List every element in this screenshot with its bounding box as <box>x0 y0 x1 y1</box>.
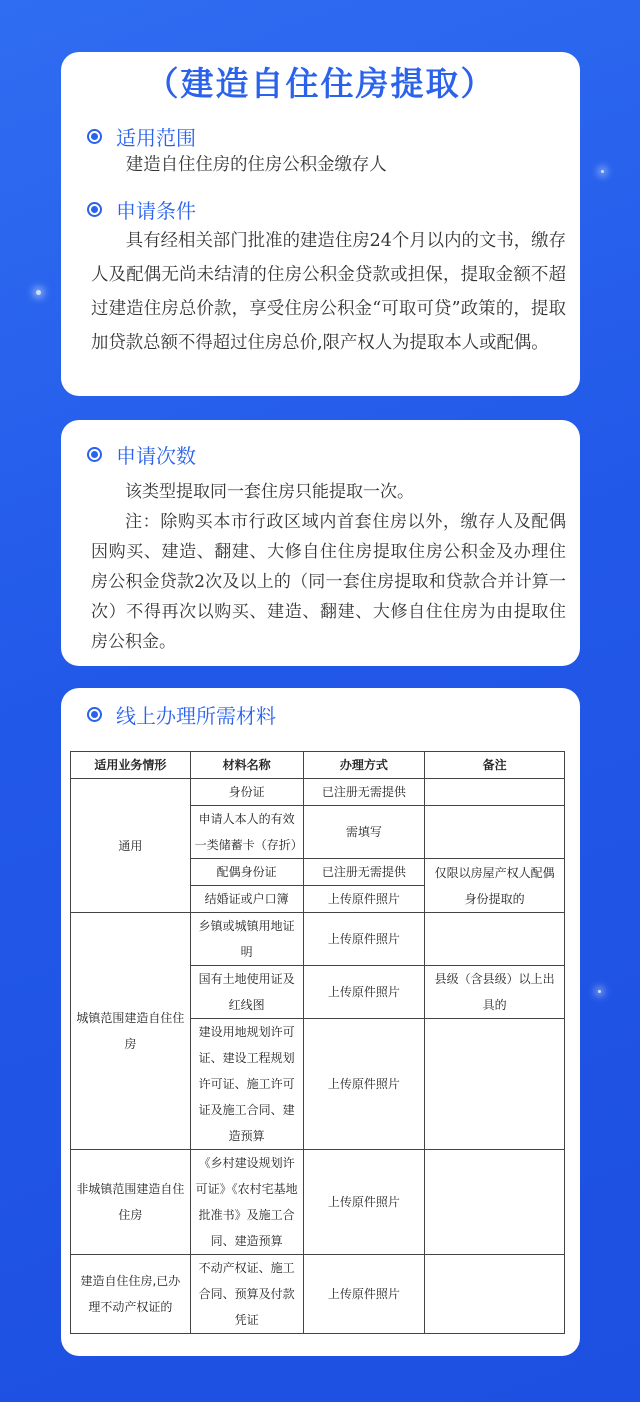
header-cell: 办理方式 <box>303 752 425 779</box>
note-cell <box>425 1150 565 1255</box>
scope-text: 建造自住住房的住房公积金缴存人 <box>125 155 387 175</box>
sparkle-decoration <box>598 990 601 993</box>
radio-bullet-icon <box>87 129 102 144</box>
method-cell: 已注册无需提供 <box>303 779 425 806</box>
method-cell: 上传原件照片 <box>303 1150 425 1255</box>
card-application-times <box>61 420 580 666</box>
note-cell <box>425 1255 565 1334</box>
sparkle-decoration <box>601 170 604 173</box>
method-cell: 上传原件照片 <box>303 1019 425 1150</box>
conditions-text: 具有经相关部门批准的建造住房24个月以内的文书，缴存人及配偶无尚未结清的住房公积金贷款或担保，提取金额不超过建造住房总价款，享受住房公积金“可取可贷”政策的，提取加贷款总额不得超过住房总价,限产权人为提取本人或配偶。 <box>91 231 566 353</box>
section-scope-label: 适用范围 <box>116 126 196 150</box>
times-text-2: 注：除购买本市行政区域内首套住房以外，缴存人及配偶因购买、建造、翻建、大修自住住房提取住房公积金及办理住房公积金贷款2次及以上的（同一套住房提取和贷款合并计算一次）不得再次以购买、建造、翻建、大修自住住房为由提取住房公积金。 <box>91 512 566 652</box>
card-materials <box>61 688 580 1356</box>
material-cell: 结婚证或户口簿 <box>190 886 303 913</box>
method-cell: 上传原件照片 <box>303 966 425 1019</box>
section-conditions-label: 申请条件 <box>116 199 196 223</box>
group-cell: 通用 <box>71 779 191 913</box>
times-text-1: 该类型提取同一套住房只能提取一次。 <box>125 482 414 502</box>
note-cell <box>425 1019 565 1150</box>
radio-bullet-icon <box>87 202 102 217</box>
material-cell: 不动产权证、施工合同、预算及付款凭证 <box>190 1255 303 1334</box>
section-materials-header <box>87 700 276 729</box>
note-cell: 县级（含县级）以上出具的 <box>425 966 565 1019</box>
section-times-header <box>87 440 196 469</box>
note-cell <box>425 806 565 859</box>
section-conditions-header <box>87 195 196 224</box>
material-cell: 《乡村建设规划许可证》《农村宅基地批准书》及施工合同、建造预算 <box>190 1150 303 1255</box>
method-cell: 上传原件照片 <box>303 913 425 966</box>
table-row <box>71 779 565 806</box>
group-cell: 非城镇范围建造自住住房 <box>71 1150 191 1255</box>
table-header-row <box>71 752 565 779</box>
group-cell: 建造自住住房,已办理不动产权证的 <box>71 1255 191 1334</box>
material-cell: 建设用地规划许可证、建设工程规划许可证、施工许可证及施工合同、建造预算 <box>190 1019 303 1150</box>
table-row <box>71 1150 565 1255</box>
note-cell <box>425 913 565 966</box>
note-cell: 仅限以房屋产权人配偶身份提取的 <box>425 859 565 913</box>
method-cell: 需填写 <box>303 806 425 859</box>
group-cell: 城镇范围建造自住住房 <box>71 913 191 1150</box>
material-cell: 配偶身份证 <box>190 859 303 886</box>
method-cell: 上传原件照片 <box>303 886 425 913</box>
material-cell: 申请人本人的有效一类储蓄卡（存折） <box>190 806 303 859</box>
section-times-label: 申请次数 <box>116 444 196 468</box>
page-title: （建造自住住房提取） <box>145 64 496 103</box>
section-materials-label: 线上办理所需材料 <box>116 704 276 728</box>
material-cell: 国有土地使用证及红线图 <box>190 966 303 1019</box>
materials-table <box>70 751 565 1334</box>
note-cell <box>425 779 565 806</box>
method-cell: 上传原件照片 <box>303 1255 425 1334</box>
table-row <box>71 1255 565 1334</box>
method-cell: 已注册无需提供 <box>303 859 425 886</box>
radio-bullet-icon <box>87 707 102 722</box>
header-cell: 材料名称 <box>190 752 303 779</box>
table-row <box>71 913 565 966</box>
header-cell: 备注 <box>425 752 565 779</box>
sparkle-decoration <box>36 290 41 295</box>
header-cell: 适用业务情形 <box>71 752 191 779</box>
card-build-withdrawal <box>61 52 580 396</box>
section-scope-header <box>87 122 196 151</box>
material-cell: 身份证 <box>190 779 303 806</box>
material-cell: 乡镇或城镇用地证明 <box>190 913 303 966</box>
radio-bullet-icon <box>87 447 102 462</box>
